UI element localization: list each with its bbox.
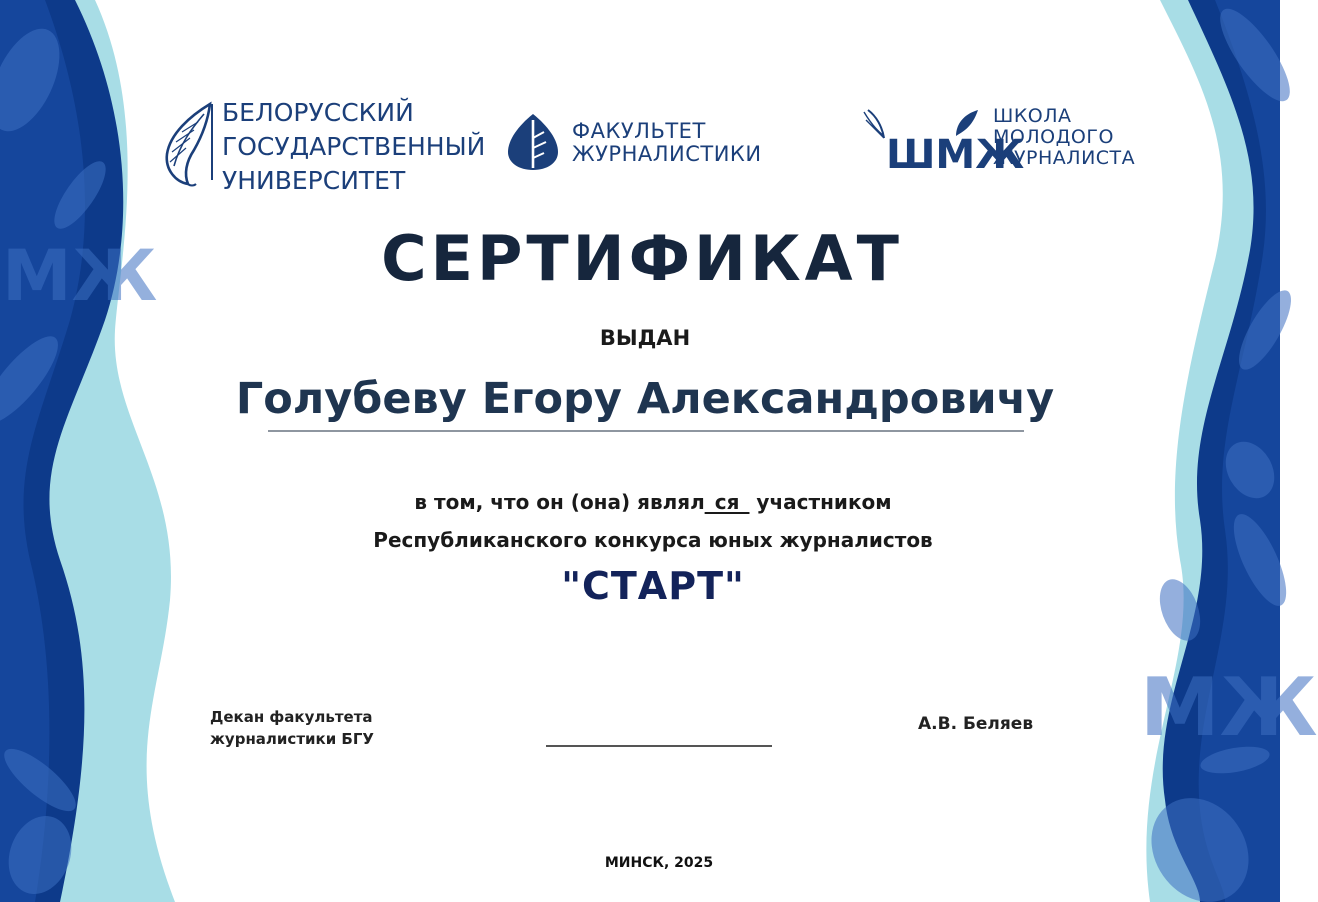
university-line-2: ГОСУДАРСТВЕННЫЙ	[222, 132, 486, 161]
faculty-line-2: ЖУРНАЛИСТИКИ	[572, 142, 762, 166]
statement-prefix: в том, что он (она) являл	[414, 490, 705, 514]
contest-name: "СТАРТ"	[561, 564, 745, 608]
faculty-line-1: ФАКУЛЬТЕТ	[572, 119, 706, 143]
school-logo-icon	[860, 106, 1025, 178]
university-line-1: БЕЛОРУССКИЙ	[222, 98, 414, 127]
recipient-name: Голубеву Егору Александровичу	[235, 374, 1055, 424]
certificate-title: СЕРТИФИКАТ	[381, 222, 903, 295]
issued-label: ВЫДАН	[599, 326, 691, 350]
dean-position	[210, 706, 374, 750]
school-name	[993, 106, 1135, 169]
gender-suffix: _ся_	[704, 490, 750, 514]
school-line-3: ЖУРНАЛИСТА	[993, 147, 1136, 169]
statement-suffix: участником	[749, 490, 892, 514]
svg-text:МЖ: МЖ	[1140, 661, 1318, 754]
svg-text:МЖ: МЖ	[2, 235, 158, 317]
contest-description: Республиканского конкурса юных журналистов	[373, 528, 933, 552]
place-year: МИНСК, 2025	[604, 855, 714, 871]
bsu-logo-divider	[211, 104, 213, 180]
signer-name: А.В. Беляев	[918, 714, 1034, 734]
recipient-underline	[268, 430, 1024, 432]
school-line-2: МОЛОДОГО	[993, 126, 1114, 148]
bsu-feather-logo	[160, 100, 216, 188]
faculty-name	[572, 120, 762, 166]
participation-statement	[0, 490, 1306, 514]
faculty-leaf-icon	[506, 112, 560, 172]
university-line-3: УНИВЕРСИТЕТ	[222, 166, 406, 195]
dean-position-line-2: журналистики БГУ	[210, 730, 374, 748]
signature-line	[546, 745, 772, 747]
university-name	[222, 96, 485, 198]
school-logo-letters: ШМЖ	[886, 132, 1025, 178]
school-line-1: ШКОЛА	[993, 105, 1072, 127]
dean-position-line-1: Декан факультета	[210, 708, 373, 726]
